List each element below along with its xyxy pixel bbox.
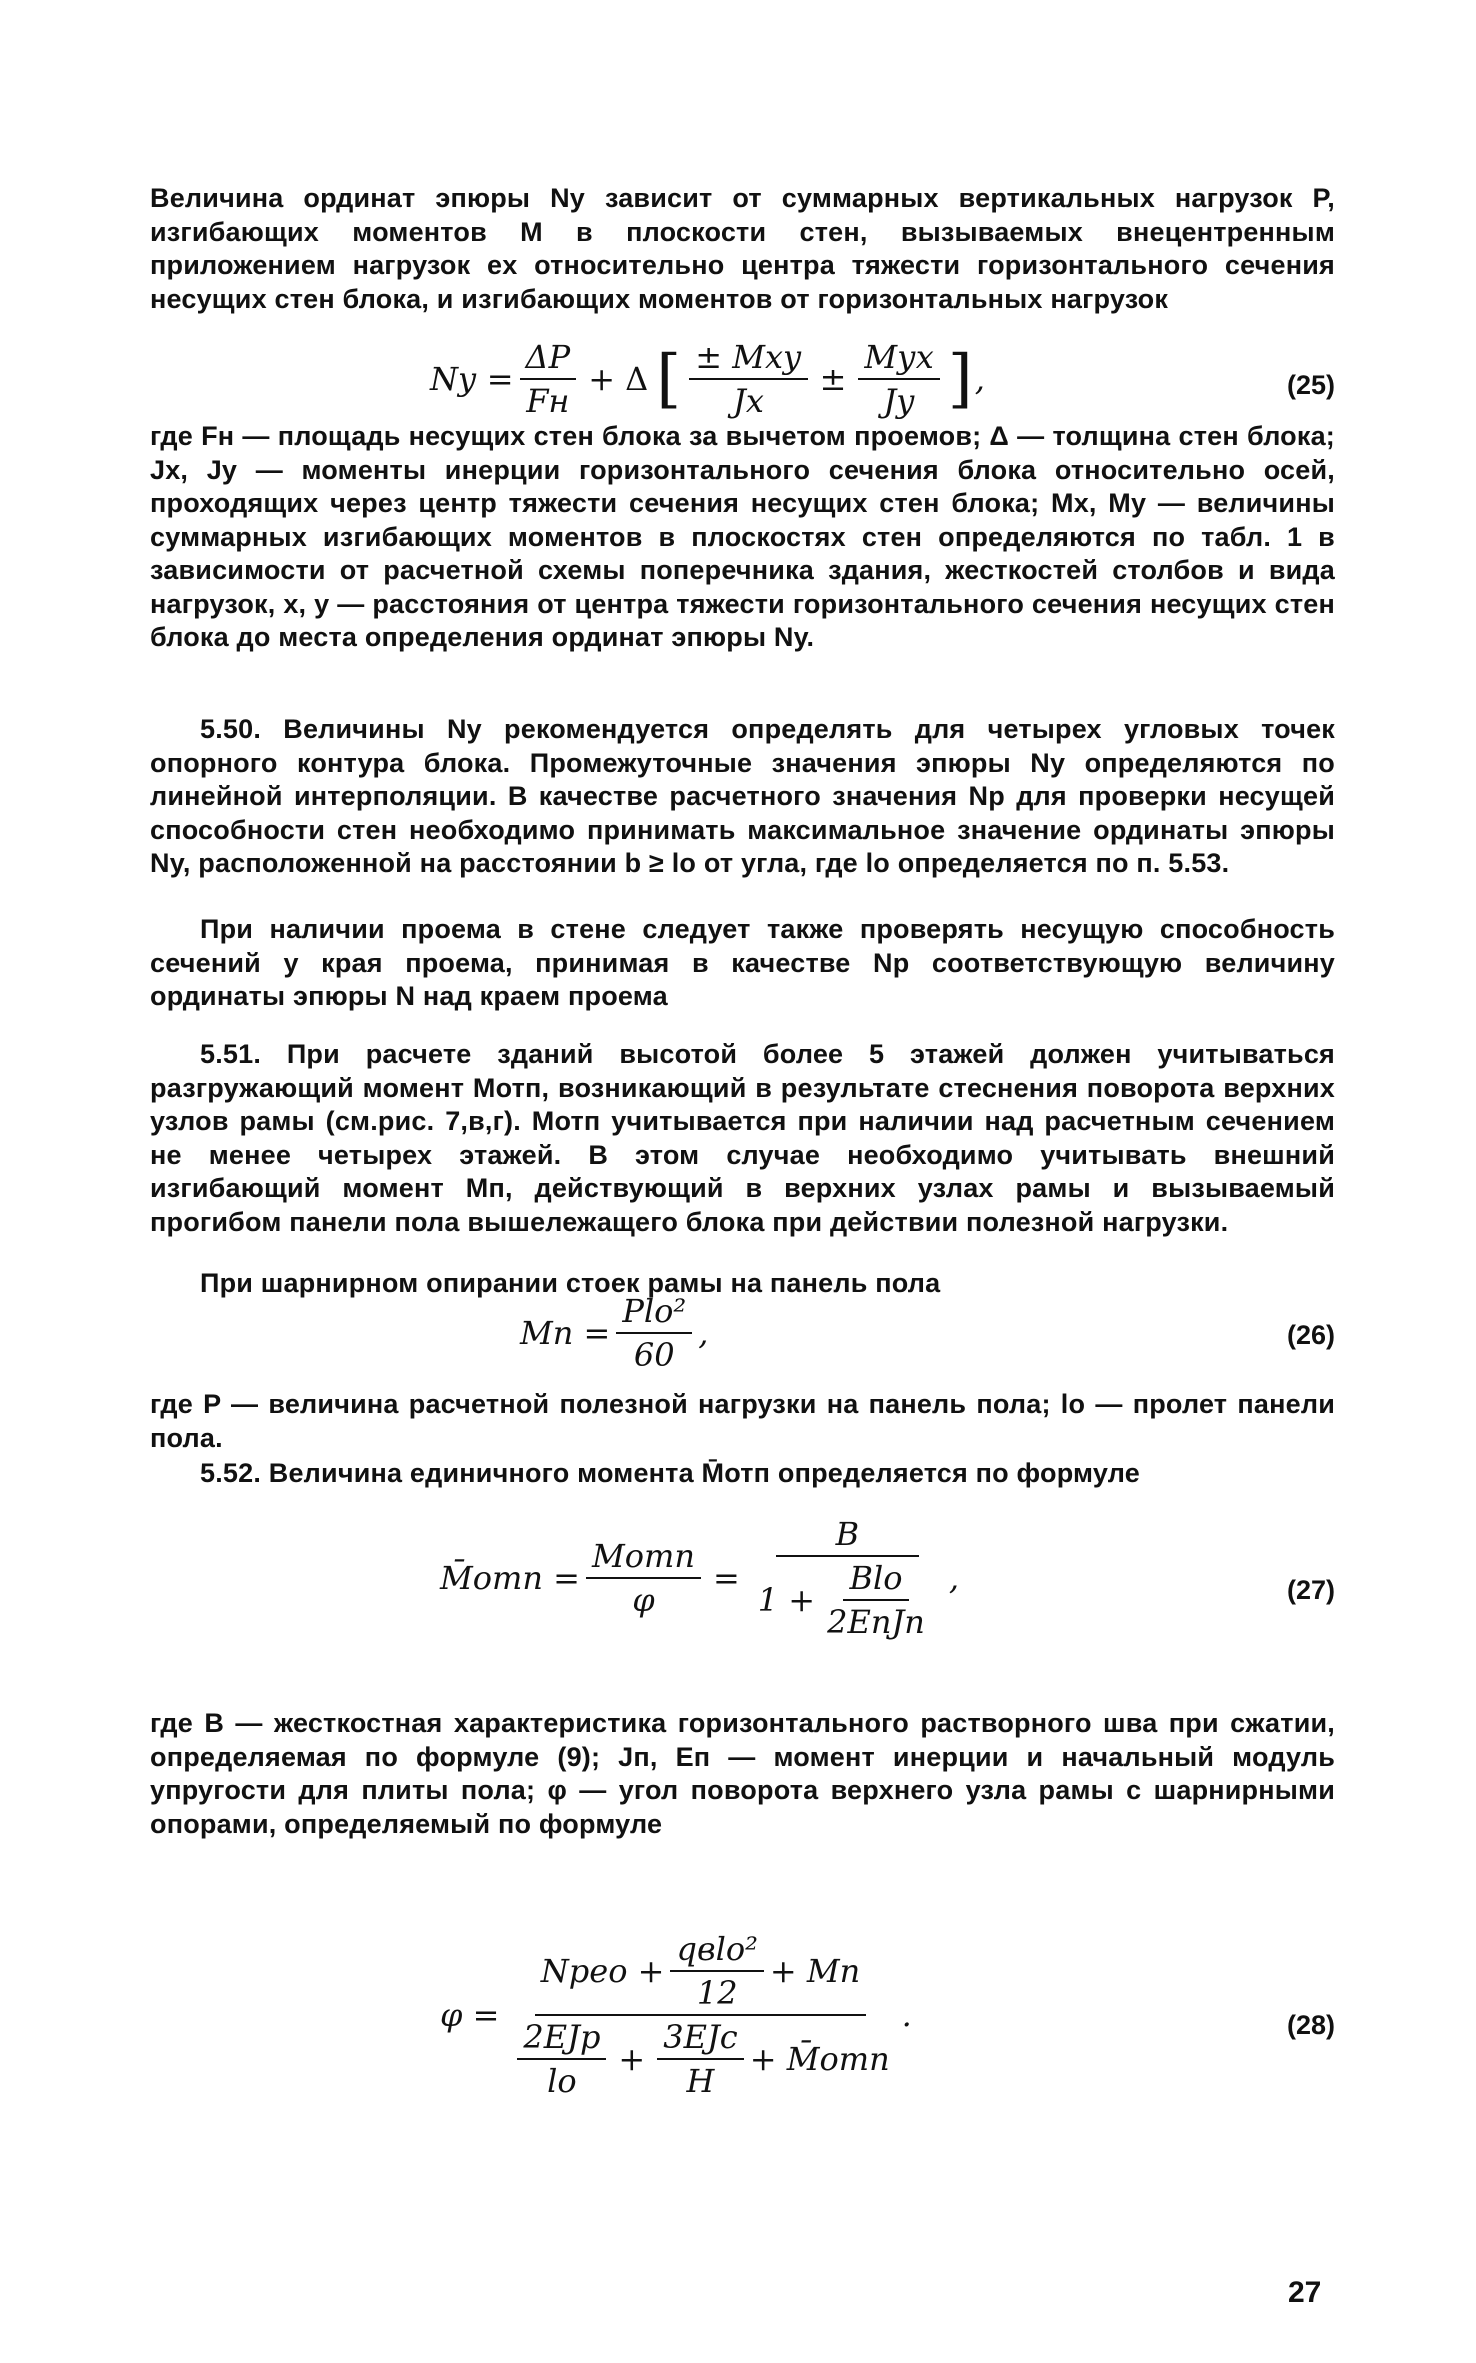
equation-number-25: (25) [1286, 370, 1335, 400]
equation-27 [150, 1515, 1335, 1695]
eq28-tail: . [901, 1996, 912, 2034]
eq28-lhs: φ = [440, 1996, 500, 2034]
eq27-lhs: M̄отп = [440, 1559, 580, 1597]
eq25-fraction-1: $\frac{\Delta P}{Fн}$ [520, 338, 577, 420]
eq27-equals: = [712, 1559, 740, 1597]
eq25-tail: , [974, 360, 985, 398]
eq28-den-fraction-2: $\frac{\text{3EJc}}{H}$ [657, 2018, 743, 2100]
paragraph-5-52: 5.52. Величина единичного момента M̄отп определяется по формуле [200, 1458, 1140, 1488]
eq26-lhs: Mп = [520, 1314, 611, 1352]
eq28-main-fraction: Npeo + $\frac{\text{qвlo²}}{12}$ + Mп $\frac{\text{2EJp}}{lo}$ + $\frac{\text{3EJc}}{H}$ + M̄отп [505, 1930, 895, 2100]
paragraph-intro: Величина ординат эпюры Nу зависит от суммарных вертикальных нагрузок P, изгибающих моментов M в плоскости стен, вызываемых внецентренным приложением нагрузок ex относительно центра тяжести горизонтального сечения несущих стен блока, и изгибающих моментов от горизонтальных нагрузок [150, 183, 1335, 314]
equation-25 [150, 338, 1335, 428]
paragraph-opening: При наличии проема в стене следует также проверять несущую способность сечений у края проема, принимая в качестве Np соответствующую величину ординаты эпюры N над краем проема [150, 914, 1335, 1011]
paragraph-5-50: 5.50. Величины Nу рекомендуется определять для четырех угловых точек опорного контура блока. Промежуточные значения эпюры Nу определяются по линейной интерполяции. В качестве расчетного значения Np для проверки несущей способности стен необходимо принимать максимальное значение ординаты эпюры Nу, расположенной на расстоянии b ≥ lo от угла, где lo определяется по п. 5.53. [150, 714, 1335, 878]
left-bracket: [ [656, 342, 682, 416]
page-number: 27 [1288, 2276, 1322, 2309]
paragraph-hinge: При шарнирном опирании стоек рамы на панель пола [200, 1268, 941, 1298]
eq28-num-fraction: $\frac{\text{qвlo²}}{12}$ [670, 1930, 763, 2012]
eq25-pm: ± [819, 360, 847, 398]
equation-number-27: (27) [1286, 1575, 1335, 1605]
eq28-den-fraction-1: $\frac{\text{2EJp}}{lo}$ [517, 2018, 606, 2100]
equation-26 [150, 1292, 1335, 1372]
paragraph-where-27: где B — жесткостная характеристика горизонтального растворного шва при сжатии, определяемая по формуле (9); Jп, Eп — момент инерции и начальный модуль упругости для плиты пола; φ — угол поворота верхнего узла рамы с шарнирными опорами, определяемый по формуле [150, 1708, 1335, 1839]
eq26-tail: , [698, 1314, 709, 1352]
eq27-tail: , [948, 1559, 960, 1597]
eq25-plus-delta: + Δ [588, 360, 649, 398]
eq25-fraction-2: $\frac{\text{± Mxу}}{Jx}$ [689, 338, 807, 420]
paragraph-where-25: где Fн — площадь несущих стен блока за вычетом проемов; Δ — толщина стен блока; Jx, Jу — моменты инерции горизонтального сечения блока относительно осей, проходящих через центр тяжести сечения несущих стен блока; Mx, Mу — величины суммарных изгибающих моментов в плоскостях стен определяются по табл. 1 в зависимости от расчетной схемы поперечника здания, жесткостей столбов и вида нагрузок, x, у — расстояния от центра тяжести горизонтального сечения несущих стен блока до места определения ординат эпюры Nу. [150, 421, 1335, 652]
eq27-inner-fraction: $\frac{\text{Blo}}{\text{2EпJп}}$ [827, 1559, 925, 1641]
paragraph-where-26: где P — величина расчетной полезной нагрузки на панель пола; lo — пролет панели пола. [150, 1389, 1335, 1453]
eq26-fraction: $\frac{\text{Plo²}}{60}$ [616, 1292, 692, 1374]
paragraph-5-51: 5.51. При расчете зданий высотой более 5 этажей должен учитываться разгружающий момент Mотп, возникающий в результате стеснения поворота верхних узлов рамы (см.рис. 7,в,г). Mотп учитывается при наличии над расчетным сечением не менее четырех этажей. В этом случае необходимо учитывать внешний изгибающий момент Mп, действующий в верхних узлах рамы и вызываемый прогибом панели пола вышележащего блока при действии полезной нагрузки. [150, 1039, 1335, 1237]
equation-28 [150, 1930, 1335, 2160]
equation-number-26: (26) [1286, 1320, 1335, 1350]
equation-number-28: (28) [1286, 2010, 1335, 2040]
eq25-lhs: Nу = [430, 360, 514, 398]
eq27-fraction-2: B 1 + $\frac{\text{Blo}}{\text{2EпJп}}$ [752, 1515, 943, 1641]
eq25-fraction-3: $\frac{\text{Mуx}}{Jу}$ [858, 338, 939, 420]
right-bracket: ] [947, 342, 973, 416]
eq27-fraction-1: $\frac{\text{Mотп}}{\varphi}$ [586, 1537, 701, 1619]
